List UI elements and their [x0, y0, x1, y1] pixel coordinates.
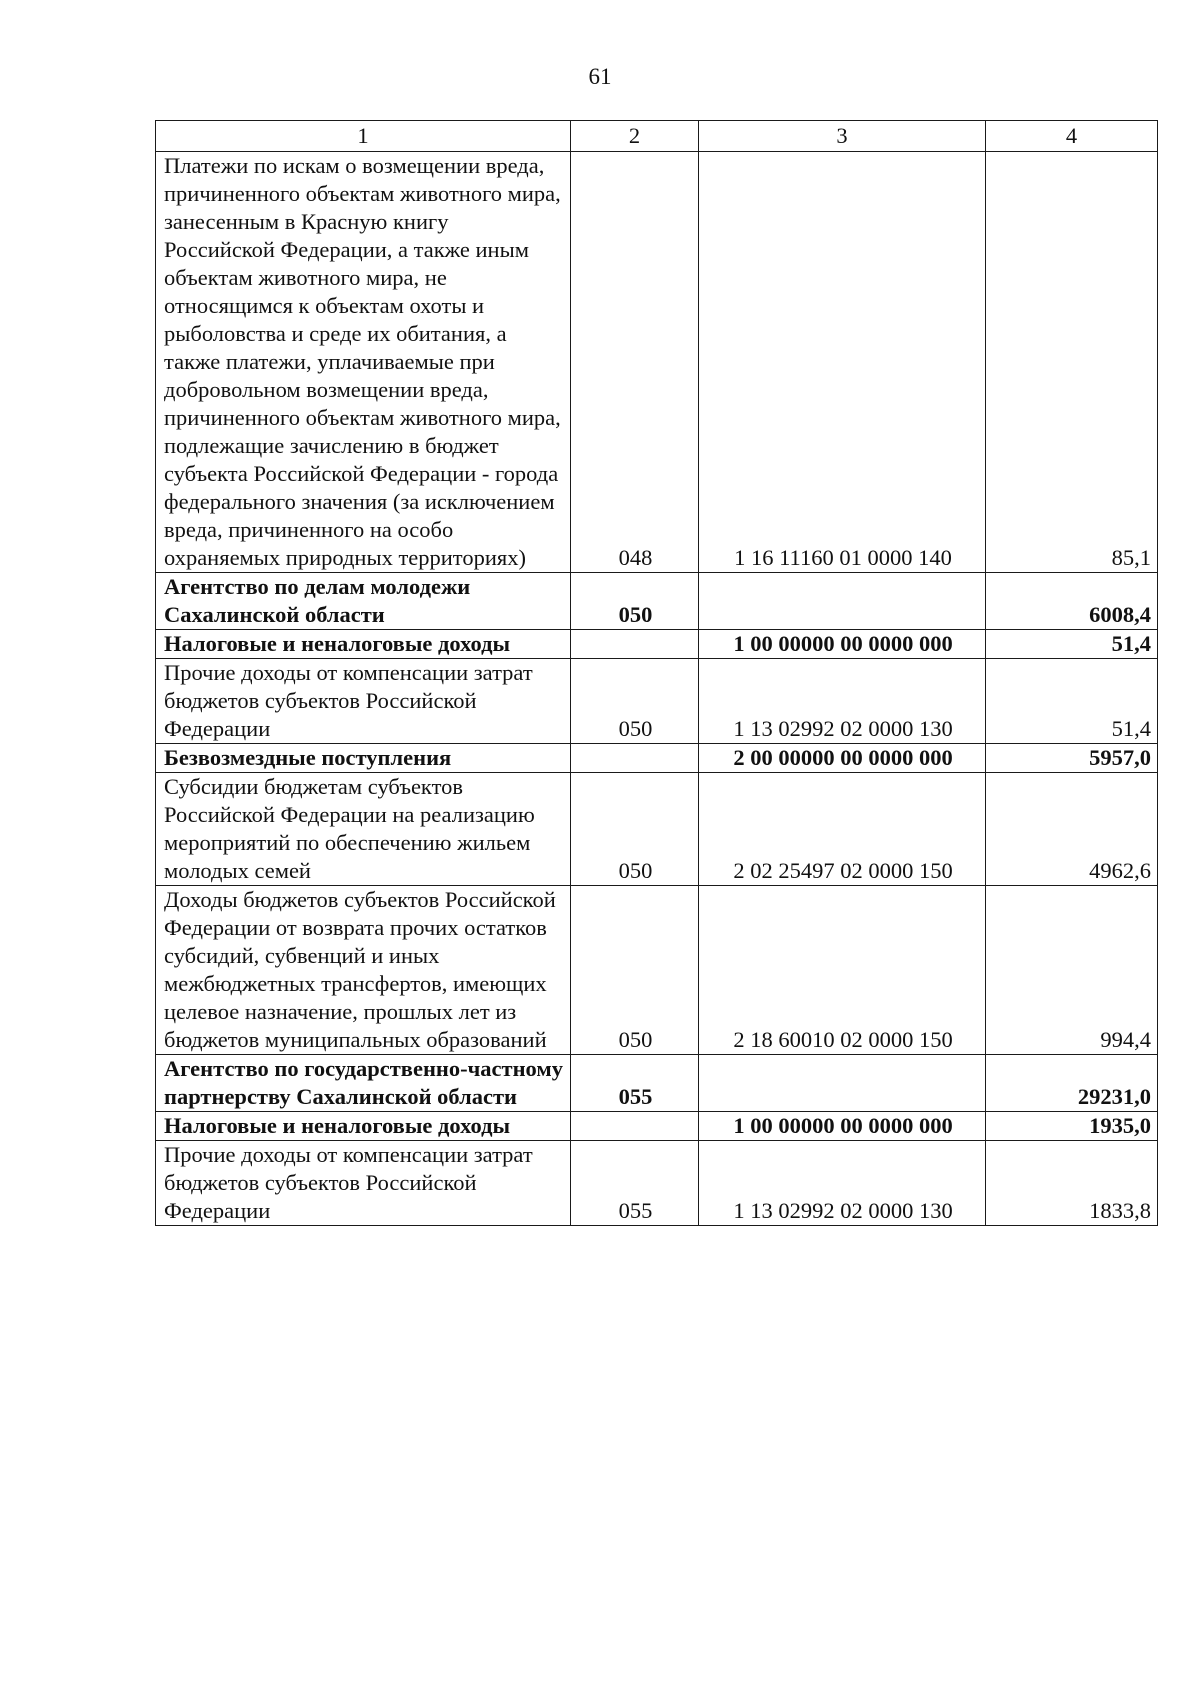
row-kbk-cell: 2 00 00000 00 0000 000: [699, 744, 986, 773]
revenue-table: [155, 120, 1158, 1226]
row-sum-cell: 29231,0: [986, 1055, 1158, 1112]
column-header-2: 2: [571, 121, 699, 152]
table-row: [156, 659, 1158, 744]
row-code-cell: 055: [571, 1141, 699, 1226]
row-name-cell: Доходы бюджетов субъектов Российской Федерации от возврата прочих остатков субсидий, субвенций и иных межбюджетных трансфертов, имеющих целевое назначение, прошлых лет из бюджетов муниципальных образований: [156, 886, 571, 1055]
column-header-4: 4: [986, 121, 1158, 152]
row-name-cell: Агентство по делам молодежи Сахалинской области: [156, 573, 571, 630]
table-row: [156, 573, 1158, 630]
row-code-cell: 050: [571, 773, 699, 886]
row-sum-cell: 6008,4: [986, 573, 1158, 630]
row-kbk-cell: 2 02 25497 02 0000 150: [699, 773, 986, 886]
row-kbk-cell: [699, 1055, 986, 1112]
table-row: [156, 1055, 1158, 1112]
row-code-cell: [571, 744, 699, 773]
table-body: [156, 152, 1158, 1226]
row-kbk-cell: 1 13 02992 02 0000 130: [699, 659, 986, 744]
row-sum-cell: 1935,0: [986, 1112, 1158, 1141]
row-code-cell: [571, 630, 699, 659]
row-sum-cell: 85,1: [986, 152, 1158, 573]
row-kbk-cell: 1 00 00000 00 0000 000: [699, 1112, 986, 1141]
table-row: [156, 630, 1158, 659]
row-name-cell: Субсидии бюджетам субъектов Российской Федерации на реализацию мероприятий по обеспечению жильем молодых семей: [156, 773, 571, 886]
row-sum-cell: 51,4: [986, 630, 1158, 659]
page-number: 61: [588, 64, 612, 89]
row-kbk-cell: [699, 573, 986, 630]
row-code-cell: [571, 1112, 699, 1141]
row-sum-cell: 1833,8: [986, 1141, 1158, 1226]
table-row: [156, 886, 1158, 1055]
row-sum-cell: 5957,0: [986, 744, 1158, 773]
row-name-cell: Безвозмездные поступления: [156, 744, 571, 773]
table-header-row: [156, 121, 1158, 152]
row-name-cell: Агентство по государственно-частному партнерству Сахалинской области: [156, 1055, 571, 1112]
row-kbk-cell: 1 13 02992 02 0000 130: [699, 1141, 986, 1226]
row-name-cell: Прочие доходы от компенсации затрат бюджетов субъектов Российской Федерации: [156, 659, 571, 744]
row-sum-cell: 4962,6: [986, 773, 1158, 886]
row-name-cell: Налоговые и неналоговые доходы: [156, 1112, 571, 1141]
row-name-cell: Налоговые и неналоговые доходы: [156, 630, 571, 659]
table-row: [156, 773, 1158, 886]
table-row: [156, 152, 1158, 573]
row-code-cell: 048: [571, 152, 699, 573]
row-sum-cell: 994,4: [986, 886, 1158, 1055]
row-kbk-cell: 1 16 11160 01 0000 140: [699, 152, 986, 573]
row-sum-cell: 51,4: [986, 659, 1158, 744]
column-header-1: 1: [156, 121, 571, 152]
row-kbk-cell: 1 00 00000 00 0000 000: [699, 630, 986, 659]
column-header-3: 3: [699, 121, 986, 152]
table-row: [156, 1112, 1158, 1141]
table-row: [156, 744, 1158, 773]
row-code-cell: 050: [571, 659, 699, 744]
row-name-cell: Платежи по искам о возмещении вреда, причиненного объектам животного мира, занесенным в Красную книгу Российской Федерации, а также иным объектам животного мира, не относящимся к объектам охоты и рыболовства и среде их обитания, а также платежи, уплачиваемые при добровольном возмещении вреда, причиненного объектам животного мира, подлежащие зачислению в бюджет субъекта Российской Федерации - города федерального значения (за исключением вреда, причиненного на особо охраняемых природных территориях): [156, 152, 571, 573]
row-code-cell: 050: [571, 573, 699, 630]
table-row: [156, 1141, 1158, 1226]
row-kbk-cell: 2 18 60010 02 0000 150: [699, 886, 986, 1055]
row-name-cell: Прочие доходы от компенсации затрат бюджетов субъектов Российской Федерации: [156, 1141, 571, 1226]
row-code-cell: 050: [571, 886, 699, 1055]
row-code-cell: 055: [571, 1055, 699, 1112]
